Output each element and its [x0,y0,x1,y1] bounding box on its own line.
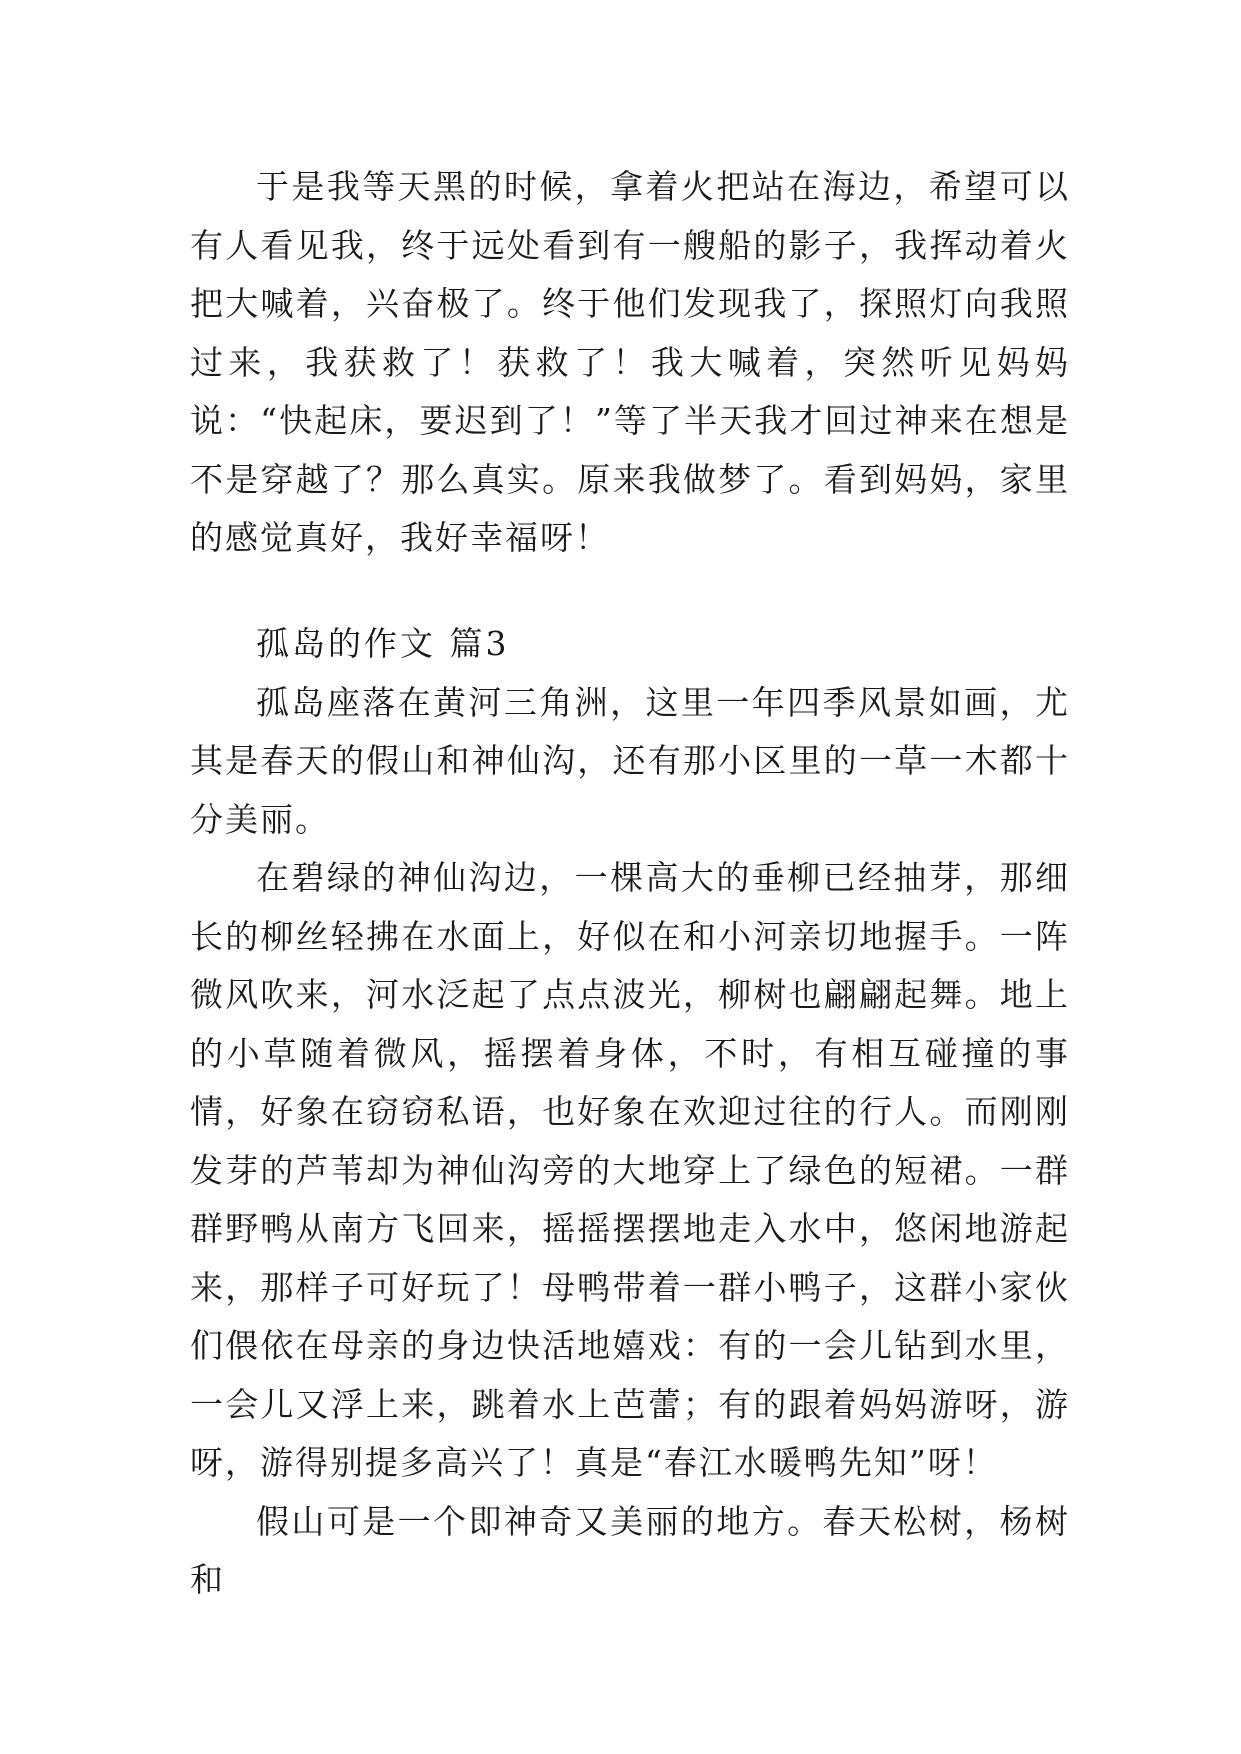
essay-heading: 孤岛的作文 篇3 [256,624,510,663]
paragraph: 假山可是一个即神奇又美丽的地方。春天松树，杨树和 [190,1501,1070,1599]
essay-3-section [190,615,1070,1610]
paragraph: 在碧绿的神仙沟边，一棵高大的垂柳已经抽芽，那细长的柳丝轻拂在水面上，好似在和小河亲切地握手。一阵微风吹来，河水泛起了点点波光，柳树也翩翩起舞。地上的小草随着微风，摇摆着身体，不时，有相互碰撞的事情，好象在窃窃私语，也好象在欢迎过往的行人。而刚刚发芽的芦苇却为神仙沟旁的大地穿上了绿色的短裙。一群群野鸭从南方飞回来，摇摇摆摆地走入水中，悠闲地游起来，那样子可好玩了！母鸭带着一群小鸭子，这群小家伙们偎依在母亲的身边快活地嬉戏：有的一会儿钻到水里，一会儿又浮上来，跳着水上芭蕾；有的跟着妈妈游呀，游呀，游得别提多高兴了！真是“春江水暖鸭先知”呀！ [190,858,1070,1482]
story-ending-section [190,158,1070,568]
paragraph: 孤岛座落在黄河三角洲，这里一年四季风景如画，尤其是春天的假山和神仙沟，还有那小区里的一草一木都十分美丽。 [190,682,1070,839]
paragraph: 于是我等天黑的时候，拿着火把站在海边，希望可以有人看见我，终于远处看到有一艘船的影子，我挥动着火把大喊着，兴奋极了。终于他们发现我了，探照灯向我照过来，我获救了！获救了！我大喊着，突然听见妈妈说：“快起床，要迟到了！”等了半天我才回过神来在想是不是穿越了？那么真实。原来我做梦了。看到妈妈，家里的感觉真好，我好幸福呀！ [190,167,1070,557]
